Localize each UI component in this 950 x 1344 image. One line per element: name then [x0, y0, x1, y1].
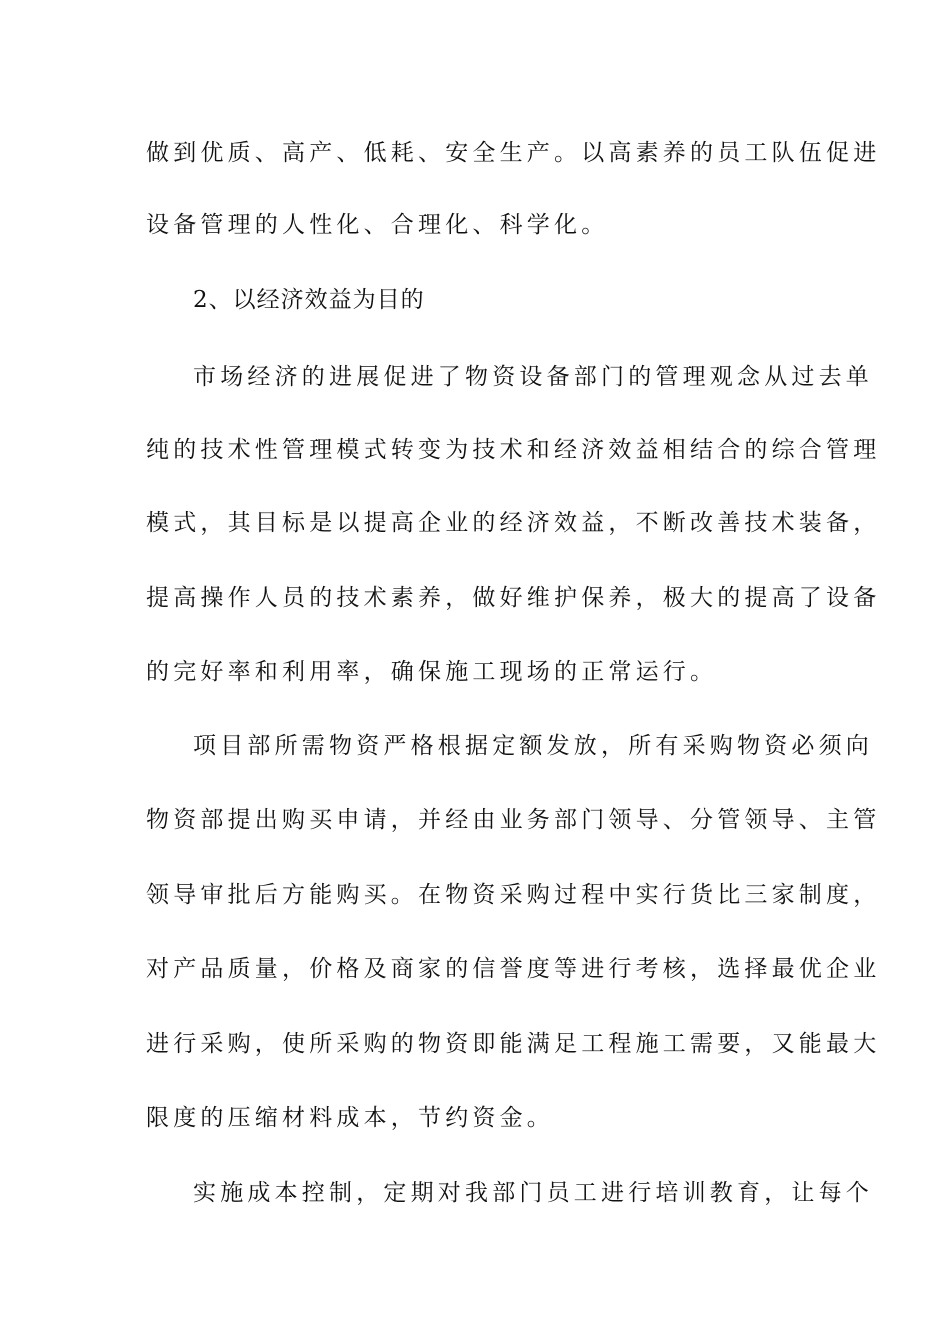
paragraph-line: 对产品质量，价格及商家的信誉度等进行考核，选择最优企业: [146, 956, 881, 982]
paragraph-line: 项目部所需物资严格根据定额发放，所有采购物资必须向: [193, 733, 873, 759]
section-heading: 2、以经济效益为目的: [193, 287, 425, 313]
paragraph-line: 领导审批后方能购买。在物资采购过程中实行货比三家制度，: [146, 882, 881, 908]
paragraph-line: 模式，其目标是以提高企业的经济效益，不断改善技术装备，: [146, 510, 881, 536]
paragraph-line: 设备管理的人性化、合理化、科学化。: [146, 212, 609, 238]
paragraph-line: 限度的压缩材料成本，节约资金。: [146, 1105, 554, 1131]
paragraph-line: 提高操作人员的技术素养，做好维护保养，极大的提高了设备: [146, 585, 881, 611]
paragraph-line: 纯的技术性管理模式转变为技术和经济效益相结合的综合管理: [146, 437, 881, 463]
paragraph-line: 做到优质、高产、低耗、安全生产。以高素养的员工队伍促进: [146, 140, 881, 166]
paragraph-line: 实施成本控制，定期对我部门员工进行培训教育，让每个: [193, 1180, 873, 1206]
paragraph-line: 的完好率和利用率，确保施工现场的正常运行。: [146, 659, 718, 685]
paragraph-line: 物资部提出购买申请，并经由业务部门领导、分管领导、主管: [146, 807, 881, 833]
paragraph-line: 市场经济的进展促进了物资设备部门的管理观念从过去单: [193, 364, 873, 390]
paragraph-line: 进行采购，使所采购的物资即能满足工程施工需要，又能最大: [146, 1031, 881, 1057]
